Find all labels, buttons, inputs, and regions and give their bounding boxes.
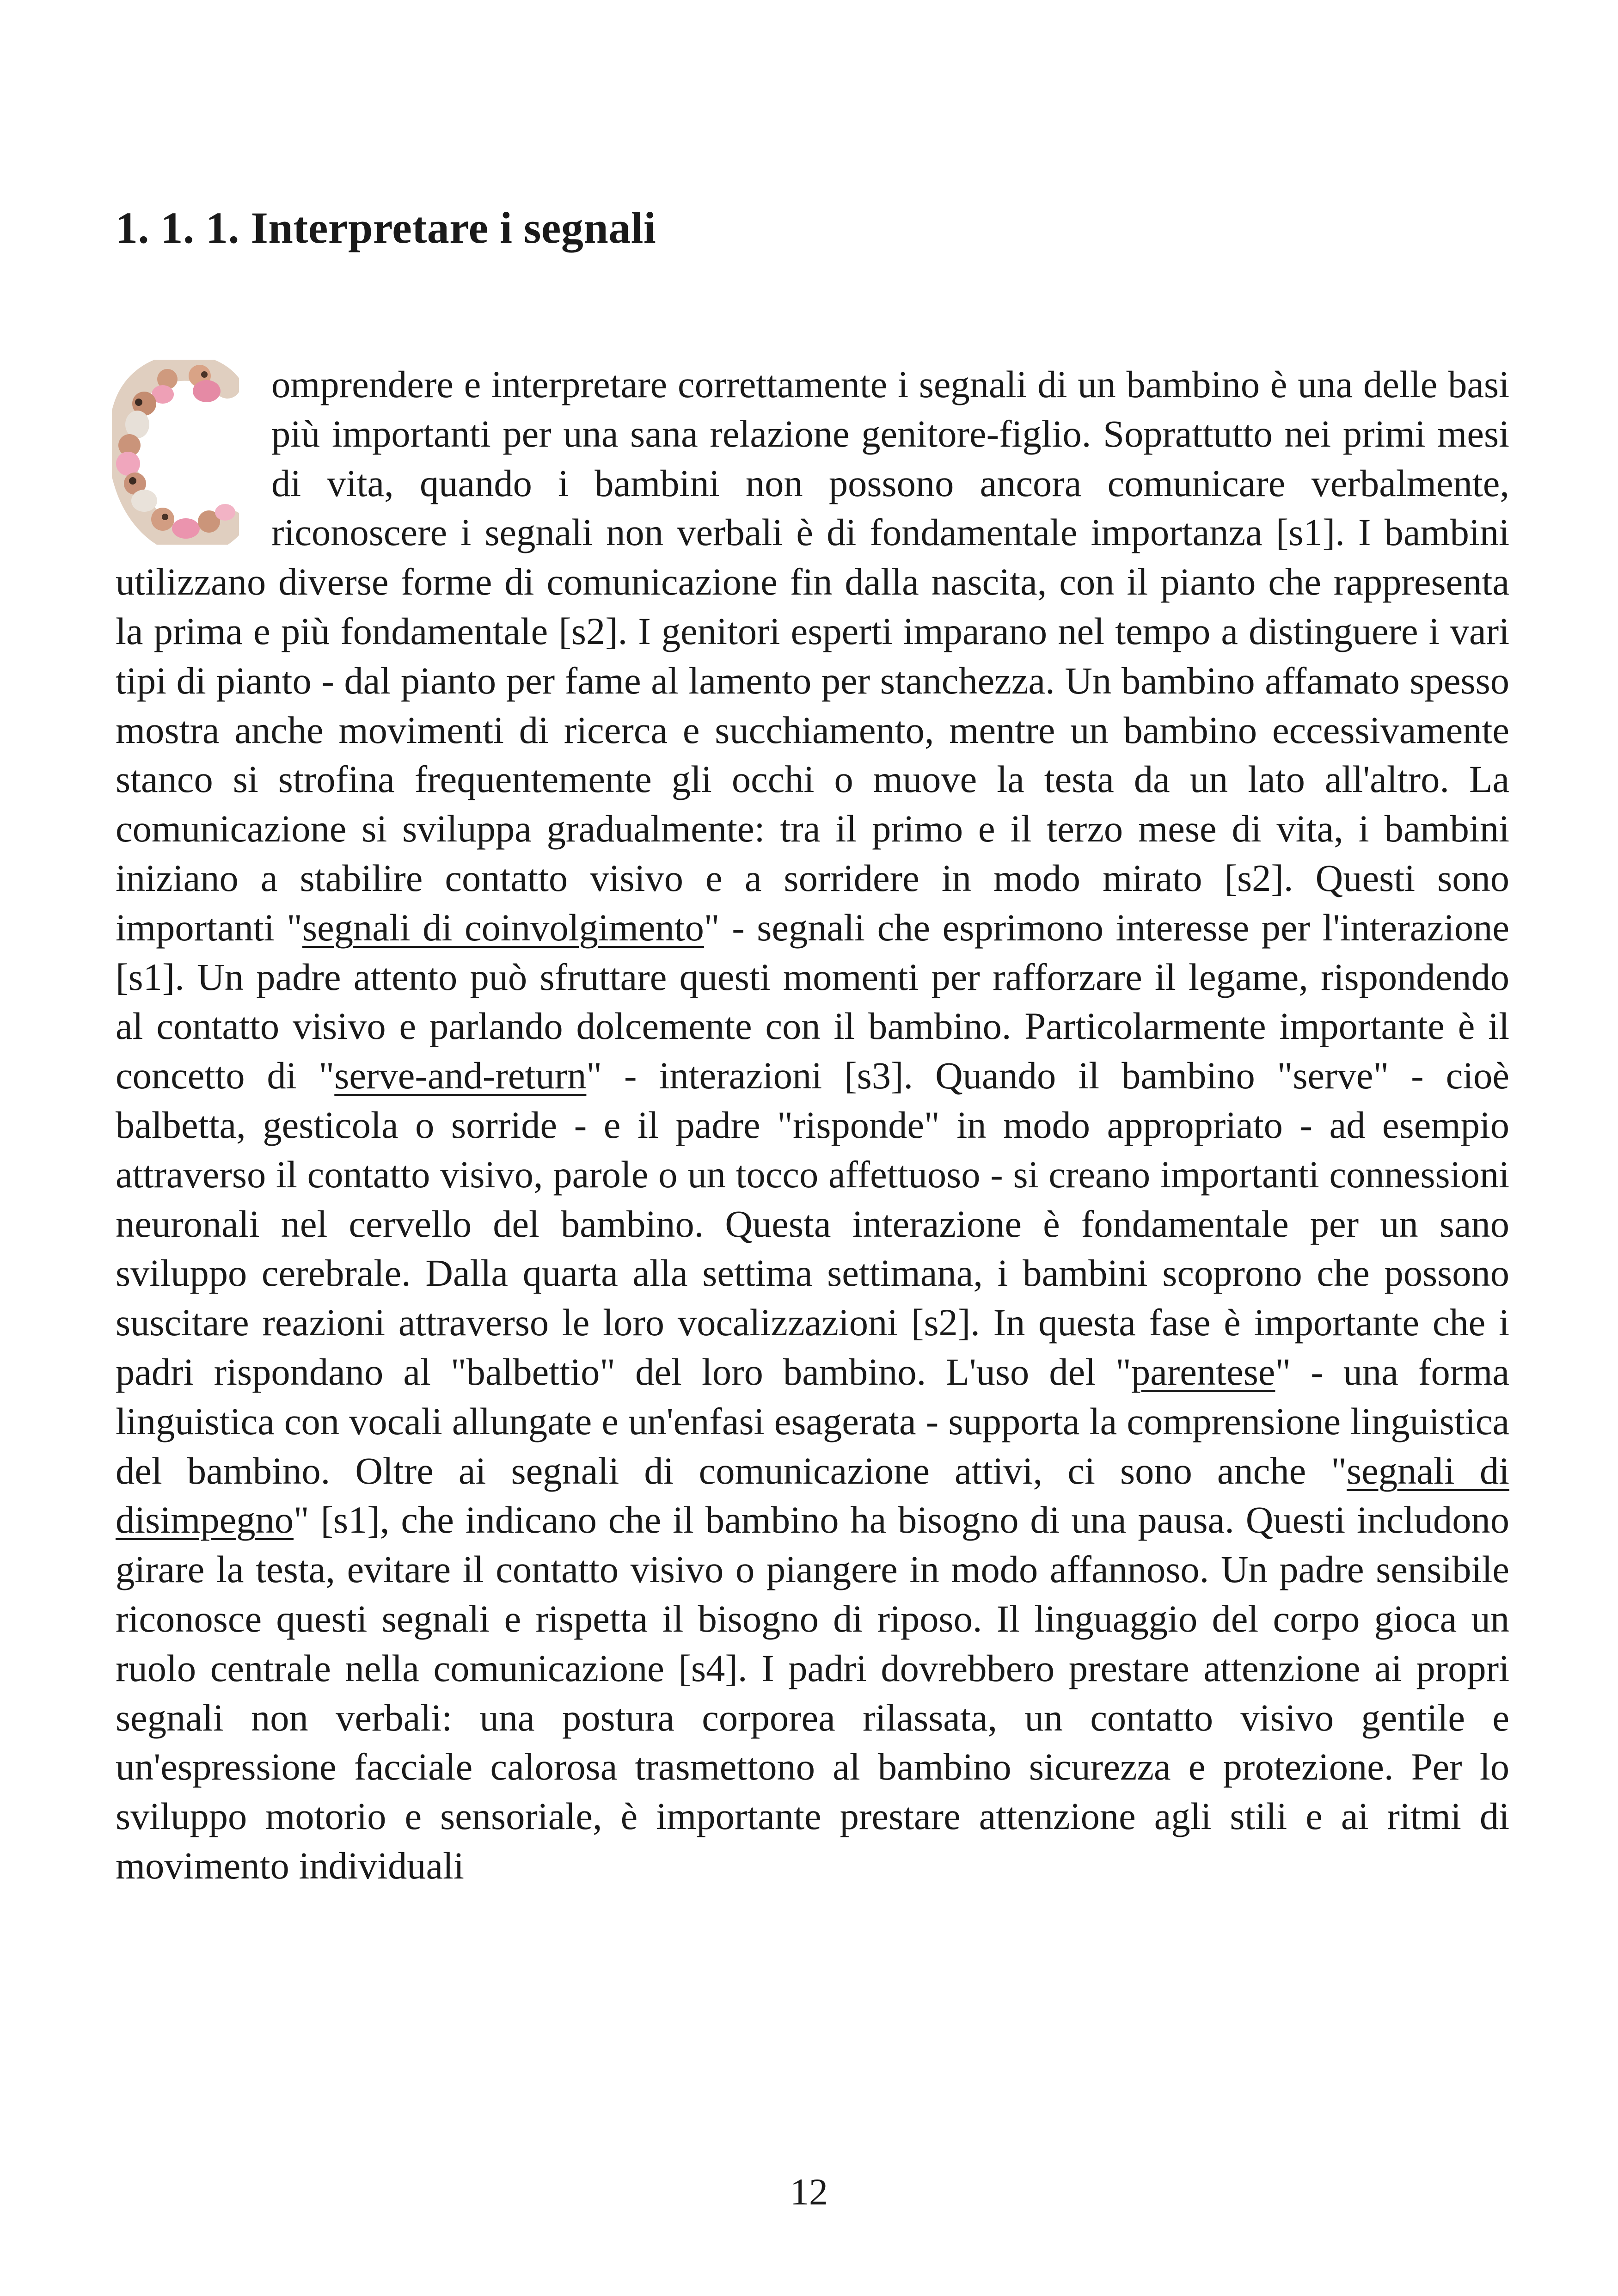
term-serve-and-return: serve-and-return (334, 1054, 587, 1097)
term-disengagement-cues: segnali di disimpegno (116, 1449, 1509, 1541)
term-parentese: parentese (1131, 1350, 1275, 1393)
body-paragraph: omprendere e interpretare correttamente i segnali di un bambino è una delle basi più importanti per una sana relazione genitore-figlio. Soprattutto nei primi mesi di vita, quando i bambini non possono ancora comunicare verbalmente, riconoscere i segnali non verbali è di fondamentale importanza [s1]. I bambini utilizzano diverse forme di comunicazione fin dalla nascita, con il pianto che rappresenta la prima e più fondamentale [s2]. I genitori esperti imparano nel tempo a distinguere i vari tipi di pianto - dal pianto per fame al lamento per stanchezza. Un bambino affamato spesso mostra anche movimenti di ricerca e succhiamento, mentre un bambino eccessivamente stanco si strofina frequentemente gli occhi o muove la testa da un lato all'altro. La comunicazione si sviluppa gradualmente: tra il primo e il terzo mese di vita, i bambini iniziano a stabilire contatto visivo e a sorridere in modo mirato [s2]. Questi sono importanti "segnali di coinvolgimento" - segnali che esprimono interesse per l'interazione [s1]. Un padre attento può sfruttare questi momenti per rafforzare il legame, rispondendo al contatto visivo e parlando dolcemente con il bambino. Particolarmente importante è il concetto di "serve-and-return" - interazioni [s3]. Quando il bambino "serve" - cioè balbetta, gesticola o sorride - e il padre "risponde" in modo appropriato - ad esempio attraverso il contatto visivo, parole o un tocco affettuoso - si creano importanti connessioni neuronali nel cervello del bambino. Questa interazione è fondamentale per un sano sviluppo cerebrale. Dalla quarta alla settima settimana, i bambini scoprono che possono suscitare reazioni attraverso le loro vocalizzazioni [s2]. In questa fase è importante che i padri rispondano al "balbettio" del loro bambino. L'uso del "parentese" - una forma linguistica con vocali allungate e un'enfasi esagerata - supporta la comprensione linguistica del bambino. Oltre ai segnali di comunicazione attivi, ci sono anche "segnali di disimpegno" [s1], che indicano che il bambino ha bisogno di una pausa. Questi includono girare la testa, evitare il contatto visivo o piangere in modo affannoso. Un padre sensibile riconosce questi segnali e rispetta il bisogno di riposo. Il linguaggio del corpo gioca un ruolo centrale nella comunicazione [s4]. I padri dovrebbero prestare attenzione ai propri segnali non verbali: una postura corporea rilassata, un contatto visivo gentile e un'espressione facciale calorosa trasmettono al bambino sicurezza e protezione. Per lo sviluppo motorio e sensoriale, è importante prestare attenzione agli stili e ai ritmi di movimento individuali (116, 360, 1509, 1891)
drop-cap-photo-letter (112, 360, 239, 545)
section-heading: 1. 1. 1. Interpretare i segnali (116, 203, 656, 252)
page-number: 12 (790, 2171, 828, 2213)
term-engagement-cues: segnali di coinvolgimento (302, 906, 704, 949)
